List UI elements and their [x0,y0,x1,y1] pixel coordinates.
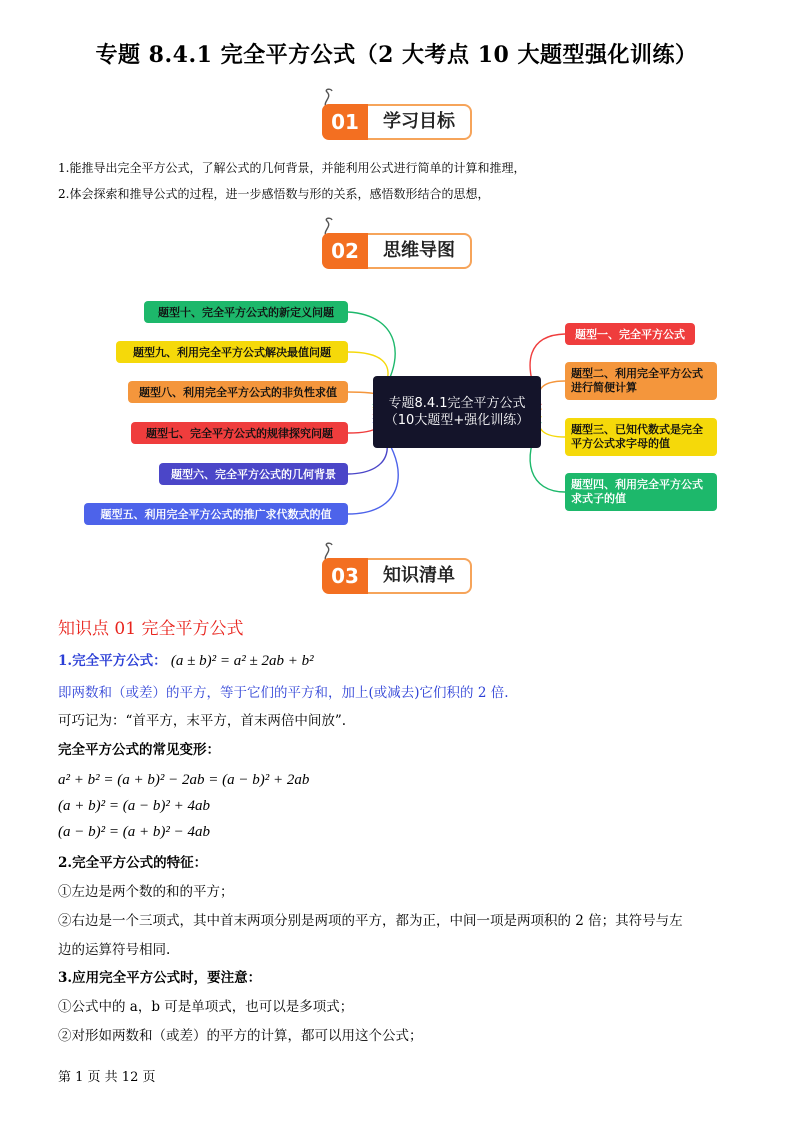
badge-number: 02 [322,233,368,269]
formula-memo: 可巧记为：“首平方，末平方，首末两倍中间放”. [58,713,347,729]
feature-item-1: ①左边是两个数的和的平方； [58,884,234,900]
mindmap-center-node: 专题8.4.1完全平方公式（10大题型+强化训练） [373,376,541,448]
notes-title: 3.应用完全平方公式时，要注意： [58,970,262,986]
variant-formula-3: (a − b)² = (a + b)² − 4ab [58,824,210,840]
section-badge-knowledge [322,558,472,594]
feature-item-2: ②右边是一个三项式，其中首末两项分别是两项的平方，都为正，中间一项是两项积的 2 倍；其符号与左 [58,913,683,929]
badge-number: 03 [322,558,368,594]
section-title-knowledge-01: 知识点 01 完全平方公式 [58,619,244,639]
mindmap-node-type10: 题型十、完全平方公式的新定义问题 [144,301,348,323]
variants-title: 完全平方公式的常见变形： [58,742,220,758]
mindmap-node-type1: 题型一、完全平方公式 [565,323,695,345]
badge-number: 01 [322,104,368,140]
variant-formula-1: a² + b² = (a + b)² − 2ab = (a − b)² + 2ab [58,772,310,788]
badge-label: 知识清单 [368,558,472,594]
variant-formula-2: (a + b)² = (a − b)² + 4ab [58,798,210,814]
note-item-2: ②对形如两数和（或差）的平方的计算，都可以用这个公式； [58,1028,423,1044]
formula-expression: (a ± b)² = a² ± 2ab + b² [170,653,314,669]
formula-label: 1.完全平方公式： [58,653,167,669]
document-title: 专题 8.4.1 完全平方公式（2 大考点 10 大题型强化训练） [95,42,698,68]
badge-label: 学习目标 [368,104,472,140]
mindmap-node-type8: 题型八、利用完全平方公式的非负性求值 [128,381,348,403]
mindmap-node-type4: 题型四、利用完全平方公式求式子的值 [565,473,717,511]
mindmap-node-type2: 题型二、利用完全平方公式进行简便计算 [565,362,717,400]
goal-item-1: 1.能推导出完全平方公式，了解公式的几何背景，并能利用公式进行简单的计算和推理， [58,161,526,175]
mindmap-node-type7: 题型七、完全平方公式的规律探究问题 [131,422,348,444]
features-title: 2.完全平方公式的特征： [58,855,208,871]
mindmap-node-type9: 题型九、利用完全平方公式解决最值问题 [116,341,348,363]
formula-line [58,651,314,671]
formula-description: 即两数和（或差）的平方，等于它们的平方和，加上(或减去)它们积的 2 倍. [58,685,509,701]
mindmap-node-type3: 题型三、已知代数式是完全平方公式求字母的值 [565,418,717,456]
badge-label: 思维导图 [368,233,472,269]
mindmap-node-type5: 题型五、利用完全平方公式的推广求代数式的值 [84,503,348,525]
page-footer: 第 1 页 共 12 页 [58,1070,156,1085]
feature-item-2-cont: 边的运算符号相同. [58,942,171,958]
mindmap-node-type6: 题型六、完全平方公式的几何背景 [159,463,348,485]
note-item-1: ①公式中的 a，b 可是单项式，也可以是多项式； [58,999,354,1015]
goal-item-2: 2.体会探索和推导公式的过程，进一步感悟数与形的关系，感悟数形结合的思想， [58,187,490,201]
